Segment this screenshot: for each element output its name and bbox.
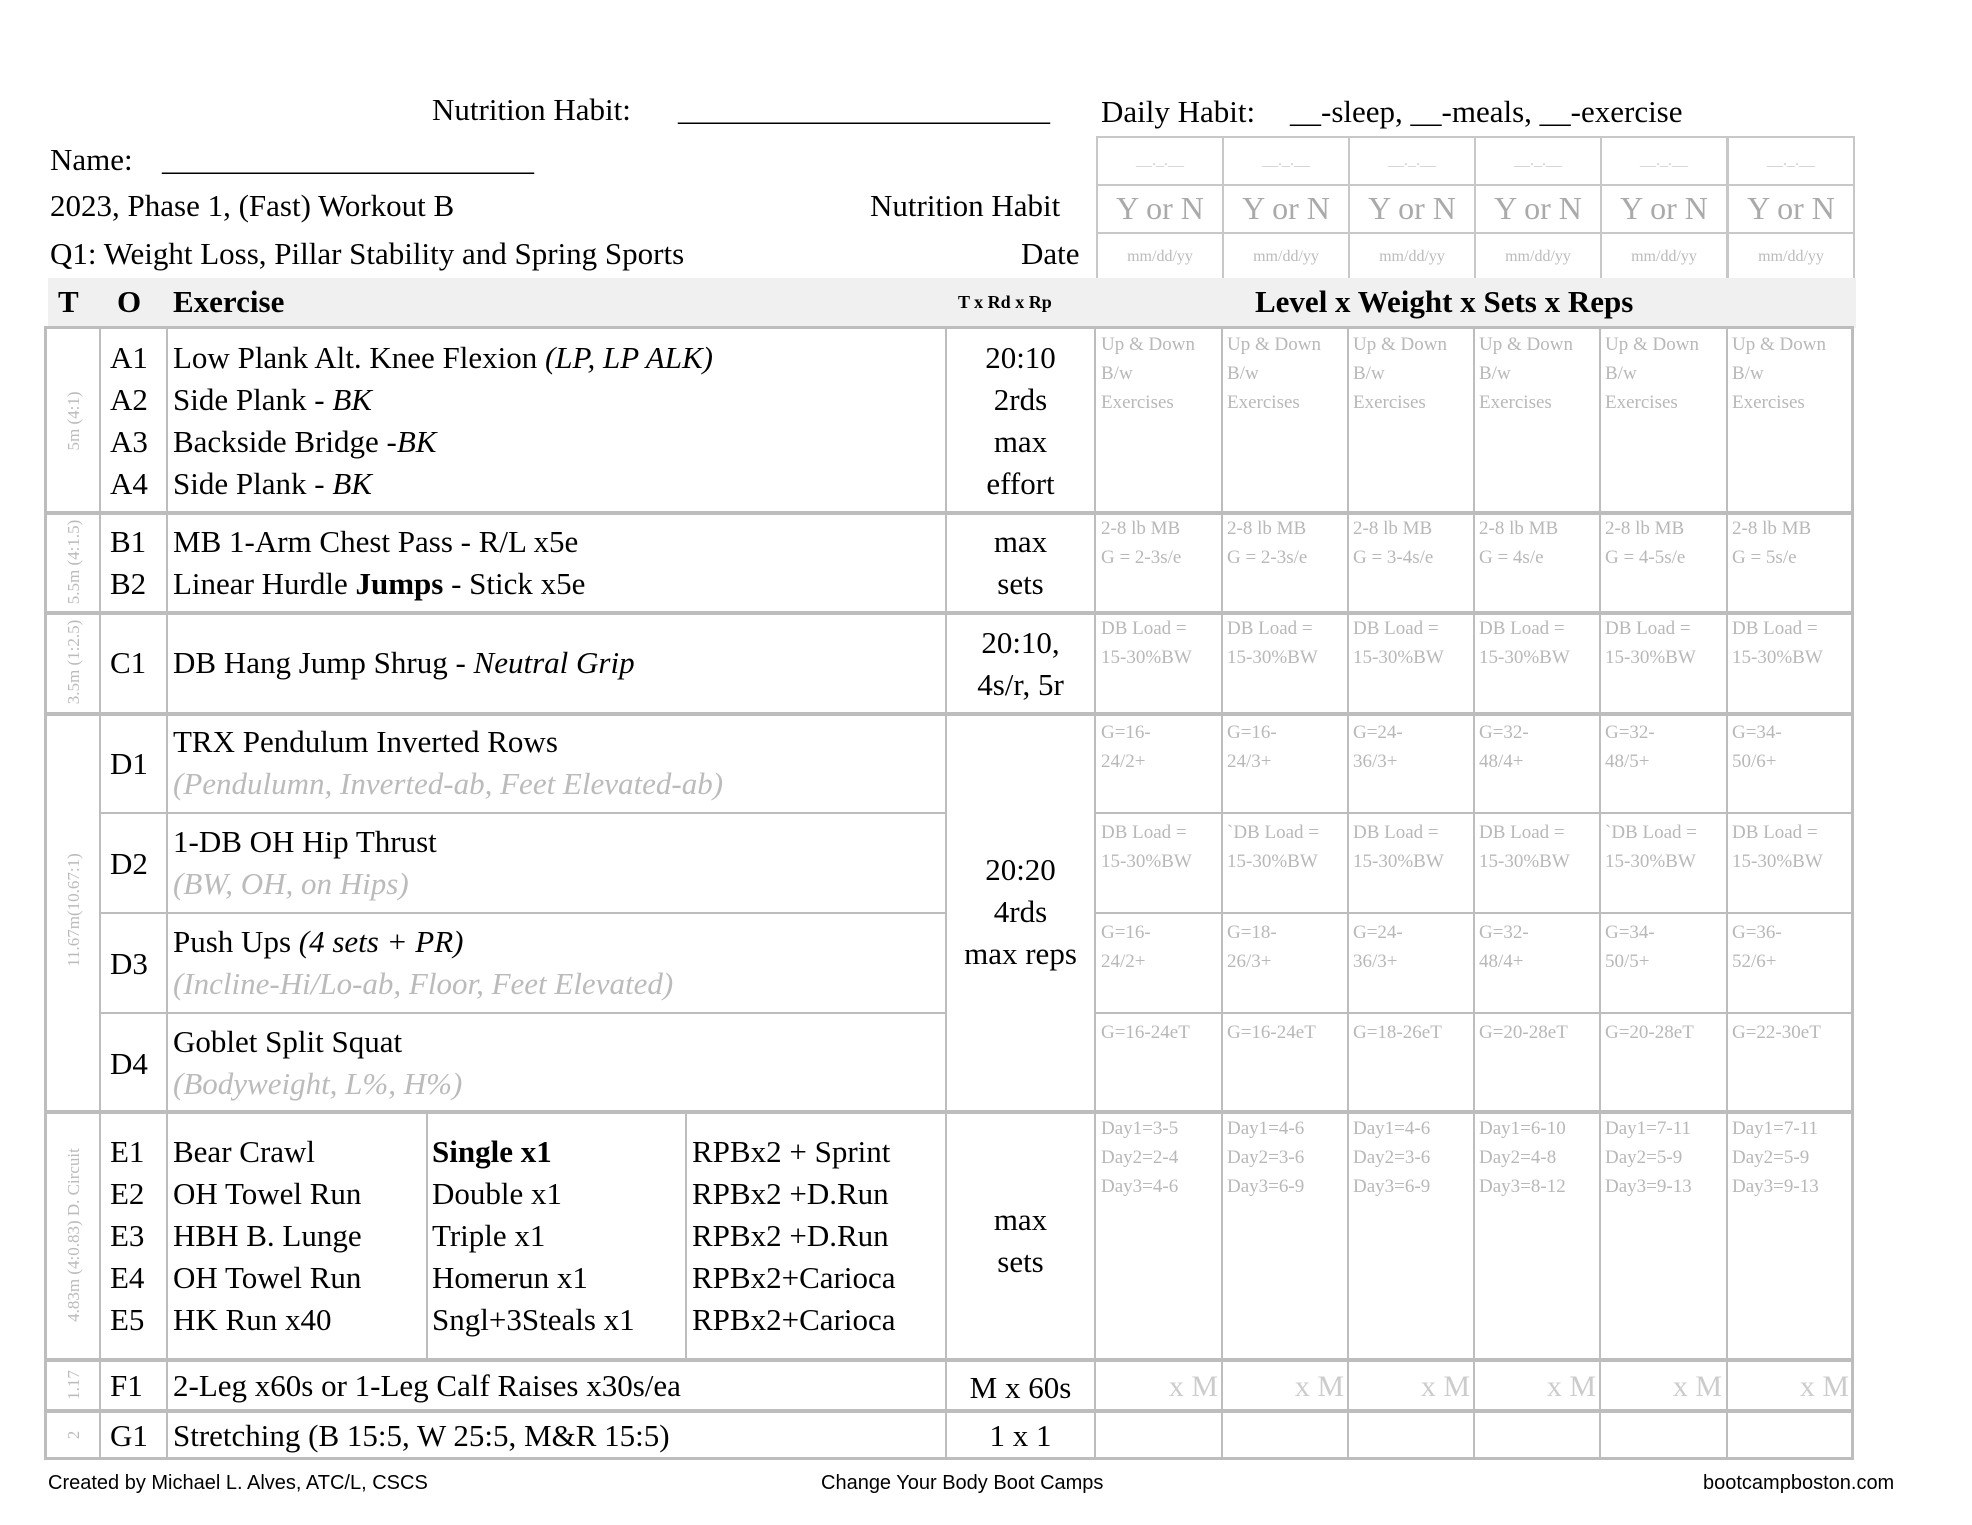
log-hint: G=24- [1353,722,1403,743]
exercise-name [173,566,585,602]
tracking-cell[interactable] [1348,184,1476,234]
protocol-text: 2rds [993,382,1048,417]
exercise-text: Low Plank Alt. Knee Flexion [173,340,545,375]
tracking-cell[interactable] [1474,184,1602,234]
log-hint: Day3=9-13 [1605,1176,1692,1197]
exercise-progressions: (Bodyweight, L%, H%) [173,1066,463,1101]
log-hint: 15-30%BW [1732,851,1823,872]
exercise-text: Goblet Split Squat [173,1024,403,1059]
log-hint: 36/3+ [1353,951,1398,972]
log-hint: 2-8 lb MB [1101,518,1181,539]
log-hint: G = 2-3s/e [1101,547,1182,568]
habit-blank[interactable]: __._.__ [1767,152,1815,169]
yes-no-field[interactable]: Y or N [1494,190,1582,226]
exercise-variant: BK [332,382,372,417]
log-hint: G=16-24eT [1227,1022,1316,1043]
log-hint: 2-8 lb MB [1732,518,1812,539]
exercise-text: Push Ups [173,924,299,959]
log-hint: 15-30%BW [1479,647,1570,668]
log-multiplier[interactable]: x M [1672,1370,1722,1403]
log-hint: DB Load = [1101,618,1187,639]
col-level-header: Level x Weight x Sets x Reps [1255,284,1634,319]
log-hint: DB Load = [1732,822,1818,843]
exercise-variant: BK [396,424,437,459]
exercise-name: HK Run x40 [173,1302,332,1337]
exercise-emphasis: Jumps [355,566,444,601]
exercise-code: B1 [110,524,147,559]
log-hint: 15-30%BW [1605,647,1696,668]
exercise-code: E1 [110,1134,145,1169]
daily-habit-items: __-sleep, __-meals, __-exercise [1290,94,1683,129]
log-hint: Exercises [1101,392,1174,413]
log-hint: Up & Down [1353,334,1447,355]
drill-finisher: RPBx2+Carioca [692,1260,896,1295]
drill-variation: Single x1 [432,1134,552,1169]
date-field[interactable]: mm/dd/yy [1631,248,1697,265]
nutrition-habit-row-label: Nutrition Habit [870,188,1061,223]
log-hint: Day2=5-9 [1732,1147,1810,1168]
block-b-time: 5.5m (4:1.5) [64,519,83,605]
log-hint: 15-30%BW [1101,647,1192,668]
log-hint: 2-8 lb MB [1479,518,1559,539]
log-hint: Up & Down [1101,334,1195,355]
drill-variation: Homerun x1 [432,1260,588,1295]
exercise-code: D1 [110,746,148,781]
tracking-cell[interactable] [1600,232,1728,282]
tracking-cell[interactable] [1727,184,1855,234]
log-hint: G=20-28eT [1479,1022,1568,1043]
log-hint: Exercises [1605,392,1678,413]
log-hint: G = 3-4s/e [1353,547,1434,568]
exercise-variant: Neutral Grip [473,645,635,680]
tracking-cell[interactable] [1096,232,1224,282]
block-g-time: 2 [64,1430,83,1440]
log-hint: Day2=5-9 [1605,1147,1683,1168]
date-field[interactable]: mm/dd/yy [1253,248,1319,265]
log-hint: 24/2+ [1101,951,1146,972]
block-a-time: 5m (4:1) [64,391,83,451]
exercise-text: Linear Hurdle [173,566,356,601]
exercise-text: TRX Pendulum Inverted Rows [173,724,558,759]
log-hint: G=18- [1227,922,1277,943]
log-hint: 26/3+ [1227,951,1272,972]
tracking-cell[interactable] [1474,232,1602,282]
log-hint: Exercises [1227,392,1300,413]
log-hint: B/w [1227,363,1259,384]
exercise-name: OH Towel Run [173,1176,362,1211]
log-hint: 2-8 lb MB [1605,518,1685,539]
log-hint: B/w [1605,363,1637,384]
log-hint: Up & Down [1227,334,1321,355]
log-hint: 15-30%BW [1227,647,1318,668]
log-hint: Exercises [1732,392,1805,413]
exercise-name [173,1024,402,1060]
exercise-code: A2 [110,382,148,417]
log-hint: Day3=6-9 [1353,1176,1431,1197]
exercise-text: 1-DB OH Hip Thrust [173,824,437,859]
log-hint: Day1=7-11 [1732,1118,1818,1139]
protocol-text: 20:10 [985,340,1056,375]
log-hint: DB Load = [1353,618,1439,639]
protocol-text: max [993,424,1048,459]
log-hint: 15-30%BW [1353,647,1444,668]
log-hint: 2-8 lb MB [1227,518,1307,539]
log-hint: Day1=4-6 [1353,1118,1431,1139]
protocol-text: max [993,524,1048,559]
log-hint: 48/5+ [1605,751,1650,772]
log-hint: Day2=2-4 [1101,1147,1179,1168]
yes-no-field[interactable]: Y or N [1242,190,1330,226]
footer-credit: Created by Michael L. Alves, ATC/L, CSCS [48,1472,428,1494]
log-hint: 15-30%BW [1479,851,1570,872]
block-f-time: 1.17 [64,1370,83,1400]
exercise-name: HBH B. Lunge [173,1218,362,1253]
daily-habit-label: Daily Habit: [1101,94,1256,129]
log-hint: G=18-26eT [1353,1022,1442,1043]
exercise-name: 2-Leg x60s or 1-Leg Calf Raises x30s/ea [173,1368,681,1403]
log-hint: G = 4-5s/e [1605,547,1686,568]
log-hint: Up & Down [1732,334,1826,355]
drill-variation: Sngl+3Steals x1 [432,1302,635,1337]
drill-finisher: RPBx2 +D.Run [692,1176,889,1211]
log-hint: B/w [1479,363,1511,384]
log-hint: G=16- [1227,722,1277,743]
log-hint: Day3=4-6 [1101,1176,1179,1197]
log-hint: `DB Load = [1227,822,1319,843]
tracking-cell[interactable] [1727,232,1855,282]
exercise-text: Backside Bridge - [173,424,397,459]
exercise-code: D4 [110,1046,148,1081]
exercise-name [173,466,372,502]
exercise-code: A4 [110,466,148,501]
log-hint: B/w [1101,363,1133,384]
log-hint: DB Load = [1227,618,1313,639]
log-hint: Day2=3-6 [1353,1147,1431,1168]
log-hint: Day2=3-6 [1227,1147,1305,1168]
exercise-code: E4 [110,1260,145,1295]
exercise-name: OH Towel Run [173,1260,362,1295]
protocol-text: max reps [964,936,1077,971]
block-d-time: 11.67m(10.67:1) [64,853,83,967]
exercise-name [173,824,437,860]
log-multiplier[interactable]: x M [1294,1370,1344,1403]
log-hint: Exercises [1353,392,1426,413]
log-hint: Day3=8-12 [1479,1176,1566,1197]
habit-blank[interactable]: __._.__ [1136,152,1184,169]
col-exercise-header: Exercise [173,284,285,319]
log-hint: 24/2+ [1101,751,1146,772]
habit-blank[interactable]: __._.__ [1262,152,1310,169]
log-hint: 50/6+ [1732,751,1777,772]
log-hint: DB Load = [1479,822,1565,843]
exercise-name [173,524,578,560]
log-hint: Day3=9-13 [1732,1176,1819,1197]
exercise-variant: BK [332,466,372,501]
exercise-progressions: (BW, OH, on Hips) [173,866,409,901]
log-hint: Day3=6-9 [1227,1176,1305,1197]
log-hint: DB Load = [1732,618,1818,639]
log-hint: 15-30%BW [1732,647,1823,668]
tracking-cell[interactable] [1348,136,1476,186]
log-hint: Day1=7-11 [1605,1118,1691,1139]
exercise-code: A3 [110,424,148,459]
date-field[interactable]: mm/dd/yy [1505,248,1571,265]
name-field[interactable]: ________________________ [162,142,534,177]
protocol-text: max [993,1202,1048,1237]
log-hint: DB Load = [1353,822,1439,843]
log-multiplier[interactable]: x M [1420,1370,1470,1403]
log-hint: G=16- [1101,722,1151,743]
footer-website[interactable]: bootcampboston.com [1703,1472,1895,1494]
date-field[interactable]: mm/dd/yy [1379,248,1445,265]
protocol-text: 4s/r, 5r [977,667,1064,702]
block-e-time: 4.83m (4:0.83) D. Circuit [64,1148,83,1322]
log-hint: DB Load = [1101,822,1187,843]
drill-variation: Triple x1 [432,1218,546,1253]
log-hint: B/w [1353,363,1385,384]
log-hint: G=22-30eT [1732,1022,1821,1043]
exercise-progressions: (Pendulumn, Inverted-ab, Feet Elevated-ab) [173,766,724,801]
log-multiplier[interactable]: x M [1168,1370,1218,1403]
tracking-cell[interactable] [1727,136,1855,186]
protocol-text: 4rds [993,894,1048,929]
log-multiplier[interactable]: x M [1799,1370,1849,1403]
log-hint: G=36- [1732,922,1782,943]
exercise-variant: (LP, LP ALK) [544,340,713,375]
exercise-text: Side Plank - [173,466,333,501]
log-hint: G = 4s/e [1479,547,1544,568]
drill-finisher: RPBx2 + Sprint [692,1134,891,1169]
log-multiplier[interactable]: x M [1546,1370,1596,1403]
protocol-text: 1 x 1 [989,1418,1052,1453]
drill-finisher: RPBx2 +D.Run [692,1218,889,1253]
exercise-name [173,924,463,960]
log-hint: G=32- [1479,722,1529,743]
log-hint: 15-30%BW [1353,851,1444,872]
log-hint: G=32- [1605,722,1655,743]
drill-finisher: RPBx2+Carioca [692,1302,896,1337]
exercise-code: E2 [110,1176,145,1211]
exercise-name [173,340,713,376]
col-t-header: T [58,284,79,319]
log-hint: B/w [1732,363,1764,384]
log-hint: G=24- [1353,922,1403,943]
protocol-text: M x 60s [969,1370,1072,1405]
tracking-cell[interactable] [1348,232,1476,282]
yes-no-field[interactable]: Y or N [1368,190,1456,226]
exercise-code: F1 [110,1368,143,1403]
col-trp-header: T x Rd x Rp [958,292,1052,312]
exercise-name [173,645,635,681]
log-hint: G=16-24eT [1101,1022,1190,1043]
habit-blank[interactable]: __._.__ [1514,152,1562,169]
tracking-cell[interactable] [1222,232,1350,282]
log-hint: Day2=4-8 [1479,1147,1557,1168]
log-hint: G=34- [1605,922,1655,943]
footer-brand: Change Your Body Boot Camps [821,1472,1104,1494]
protocol-text: sets [997,566,1044,601]
log-hint: G=34- [1732,722,1782,743]
exercise-text: Side Plank - [173,382,333,417]
log-hint: 48/4+ [1479,951,1524,972]
tracking-cell[interactable] [1600,136,1728,186]
tracking-cell[interactable] [1222,184,1350,234]
tracking-cell[interactable] [1096,184,1224,234]
log-hint: 15-30%BW [1605,851,1696,872]
log-hint: G=16- [1101,922,1151,943]
log-hint: 36/3+ [1353,751,1398,772]
habit-blank[interactable]: __._.__ [1388,152,1436,169]
exercise-variant: (4 sets + PR) [298,924,464,959]
exercise-code: B2 [110,566,147,601]
drill-variation: Double x1 [432,1176,563,1211]
name-label: Name: [50,142,133,177]
log-hint: G=32- [1479,922,1529,943]
yes-no-field[interactable]: Y or N [1747,190,1835,226]
log-hint: DB Load = [1479,618,1565,639]
exercise-code: E3 [110,1218,145,1253]
date-field[interactable]: mm/dd/yy [1758,248,1824,265]
tracking-cell[interactable] [1096,136,1224,186]
exercise-name: Bear Crawl [173,1134,316,1169]
date-field[interactable]: mm/dd/yy [1127,248,1193,265]
exercise-name [173,424,436,460]
protocol-text: effort [986,466,1055,501]
log-hint: 52/6+ [1732,951,1777,972]
tracking-cell[interactable] [1222,136,1350,186]
exercise-name [173,382,372,418]
log-hint: G = 5s/e [1732,547,1797,568]
exercise-progressions: (Incline-Hi/Lo-ab, Floor, Feet Elevated) [173,966,674,1001]
exercise-text: MB 1-Arm Chest Pass - R/L x5e [173,524,579,559]
log-hint: 15-30%BW [1101,851,1192,872]
log-hint: 24/3+ [1227,751,1272,772]
exercise-code: E5 [110,1302,145,1337]
log-hint: G = 2-3s/e [1227,547,1308,568]
exercise-code: C1 [110,645,147,680]
col-o-header: O [117,284,142,319]
protocol-text: sets [997,1244,1044,1279]
log-hint: 15-30%BW [1227,851,1318,872]
exercise-text: - Stick x5e [443,566,586,601]
exercise-name: Stretching (B 15:5, W 25:5, M&R 15:5) [173,1418,670,1453]
log-hint: DB Load = [1605,618,1691,639]
exercise-code: D2 [110,846,148,881]
log-hint: 50/5+ [1605,951,1650,972]
log-hint: Up & Down [1605,334,1699,355]
log-hint: Day1=4-6 [1227,1118,1305,1139]
workout-subtitle: 2023, Phase 1, (Fast) Workout B [50,188,455,223]
nutrition-habit-field[interactable]: ________________________ [678,92,1050,127]
log-hint: 48/4+ [1479,751,1524,772]
quarter-goal: Q1: Weight Loss, Pillar Stability and Spring Sports [50,236,685,271]
log-hint: Up & Down [1479,334,1573,355]
yes-no-field[interactable]: Y or N [1116,190,1204,226]
nutrition-habit-label: Nutrition Habit: [432,92,631,127]
yes-no-field[interactable]: Y or N [1620,190,1708,226]
exercise-text: DB Hang Jump Shrug - [173,645,474,680]
block-c-time: 3.5m (1:2.5) [64,619,83,705]
exercise-code: A1 [110,340,148,375]
date-row-label: Date [1021,236,1080,271]
log-hint: `DB Load = [1605,822,1697,843]
log-hint: G=20-28eT [1605,1022,1694,1043]
exercise-name [173,724,558,760]
tracking-cell[interactable] [1474,136,1602,186]
exercise-code: G1 [110,1418,148,1453]
log-hint: Exercises [1479,392,1552,413]
protocol-text: 20:20 [985,852,1056,887]
log-hint: Day1=3-5 [1101,1118,1179,1139]
log-hint: Day1=6-10 [1479,1118,1566,1139]
tracking-cell[interactable] [1600,184,1728,234]
exercise-code: D3 [110,946,148,981]
protocol-text: 20:10, [981,625,1060,660]
log-hint: 2-8 lb MB [1353,518,1433,539]
habit-blank[interactable]: __._.__ [1640,152,1688,169]
